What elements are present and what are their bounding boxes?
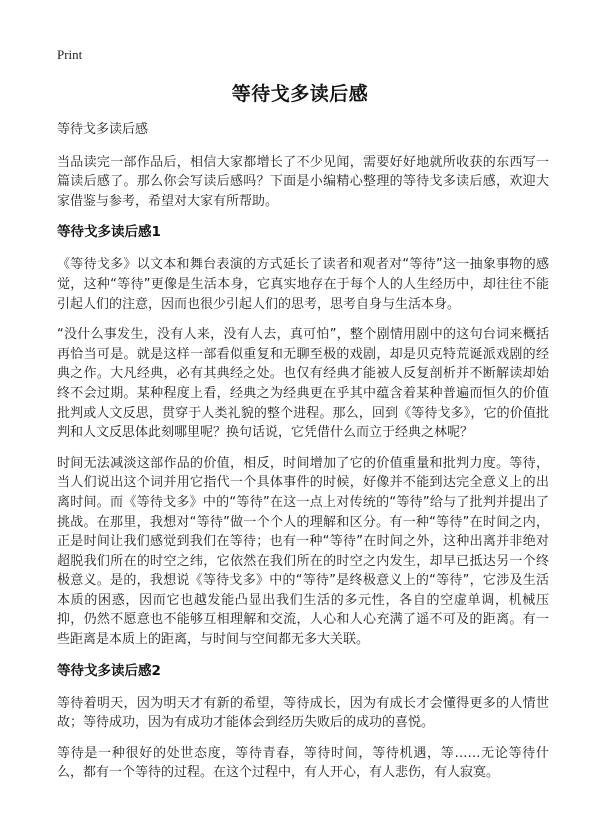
section-heading-2: 等待戈多读后感2 bbox=[57, 662, 161, 679]
article-body bbox=[57, 120, 549, 794]
section-2-paragraph-1: 等待着明天，因为明天才有新的希望，等待成长，因为有成长才会懂得更多的人情世故；等待成功，因为有成功才能体会到经历失败后的成功的喜悦。 bbox=[57, 695, 549, 731]
print-link[interactable]: Print bbox=[57, 47, 83, 62]
section-1-paragraph-1: 《等待戈多》以文本和舞台表演的方式延长了读者和观者对“等待”这一抽象事物的感觉，这种“等待”更像是生活本身，它真实地存在于每个人的人生经历中，却往往不能引起人们的注意，因而也很少引起人们的思考，思考自身与生活本身。 bbox=[57, 257, 549, 312]
section-1-paragraph-2: “没什么事发生，没有人来，没有人去，真可怕”，整个剧情用剧中的这句台词来概括再恰当可是。就是这样一部看似重复和无聊至极的戏剧，却是贝克特荒诞派戏剧的经典之作。大凡经典，必有其典经之处。也仅有经典才能被人反复剖析并不断解读却始终不会过期。某种程度上看，经典之为经典更在乎其中蕴含着某种普遍而恒久的价值批判或人文反思，贯穿于人类礼貌的整个进程。那么，回到《等待戈多》，它的价值批判和人文反思体此刻哪里呢？换句话说，它凭借什么而立于经典之林呢？ bbox=[57, 327, 549, 441]
section-1-paragraph-3: 时间无法减淡这部作品的价值，相反，时间增加了它的价值重量和批判力度。等待，当人们说出这个词并用它指代一个具体事件的时候，好像并不能到达完全意义上的出离时间。而《等待戈多》中的“等待”在这一点上对传统的“等待”给与了批判并提出了挑战。在那里，我想对“等待”做一个个人的理解和区分。有一种“等待”在时间之内，正是时间让我们感觉到我们在等待；也有一种“等待”在时间之外，这种出离并非绝对超脱我们所在的时空之纬，它依然在我们所在的时空之内发生，却早已抵达另一个终极意义。是的，我想说《等待戈多》中的“等待”是终极意义上的“等待”，它涉及生活本质的困惑，因而它也越发能凸显出我们生活的多元性，各自的空虚单调，机械压抑，仍然不愿意也不能够互相理解和交流，人心和人心充满了遥不可及的距离。有一些距离是本质上的距离，与时间与空间都无多大关联。 bbox=[57, 455, 549, 648]
section-2-paragraph-2: 等待是一种很好的处世态度，等待青春，等待时间，等待机遇，等……无论等待什么，都有一个等待的过程。在这个过程中，有人开心，有人悲伤，有人寂寞。 bbox=[57, 745, 549, 781]
section-heading-1: 等待戈多读后感1 bbox=[57, 224, 161, 241]
intro-paragraph: 当品读完一部作品后，相信大家都增长了不少见闻，需要好好地就所收获的东西写一篇读后感了。那么你会写读后感吗？下面是小编精心整理的等待戈多读后感，欢迎大家借鉴与参考，希望对大家有所帮助。 bbox=[57, 154, 549, 209]
page-title: 等待戈多读后感 bbox=[231, 83, 369, 105]
article-subtitle: 等待戈多读后感 bbox=[57, 122, 149, 137]
